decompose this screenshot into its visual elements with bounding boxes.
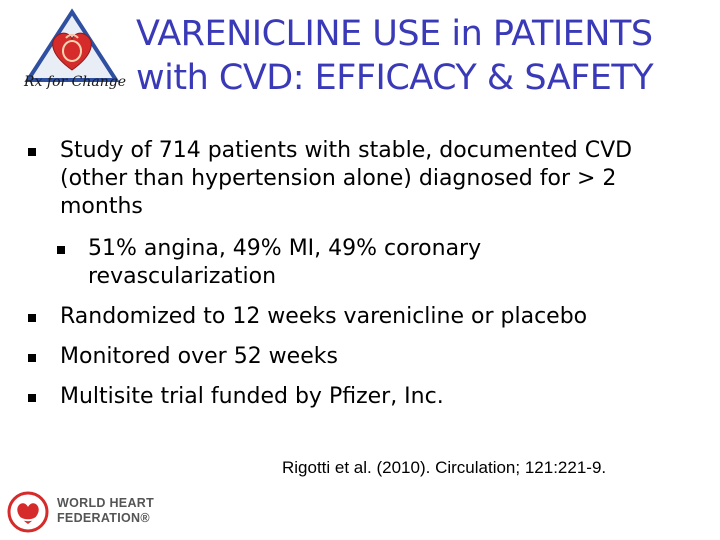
- square-bullet-icon: [28, 354, 36, 362]
- whf-line-1: WORLD HEART: [57, 496, 155, 510]
- bullet-text: Monitored over 52 weeks: [60, 344, 338, 369]
- whf-line-2: FEDERATION®: [57, 511, 150, 525]
- square-bullet-icon: [28, 148, 36, 156]
- square-bullet-icon: [57, 246, 65, 254]
- bullet-text: 51% angina, 49% MI, 49% coronary revascularization: [88, 236, 482, 289]
- bullet-item: [28, 343, 708, 371]
- bullet-item: [28, 137, 690, 221]
- bullet-text: Multisite trial funded by Pfizer, Inc.: [60, 384, 444, 409]
- sub-bullet-item: [28, 235, 558, 291]
- bullet-item: [28, 303, 708, 331]
- square-bullet-icon: [28, 314, 36, 322]
- citation: Rigotti et al. (2010). Circulation; 121:221-9.: [282, 458, 607, 477]
- square-bullet-icon: [28, 394, 36, 402]
- whf-name: [57, 496, 154, 526]
- slide-title: [136, 12, 706, 100]
- bullet-item: [28, 383, 708, 411]
- logo-tagline: Rx for Change: [24, 74, 126, 90]
- bullet-text: Randomized to 12 weeks varenicline or placebo: [60, 304, 588, 329]
- bullet-text: Study of 714 patients with stable, documented CVD (other than hypertension alone) diagnosed for > 2 months: [60, 138, 633, 219]
- bullet-list: [28, 137, 708, 411]
- title-line-2: with CVD: EFFICACY & SAFETY: [136, 58, 654, 98]
- title-line-1: VARENICLINE USE in PATIENTS: [136, 14, 653, 54]
